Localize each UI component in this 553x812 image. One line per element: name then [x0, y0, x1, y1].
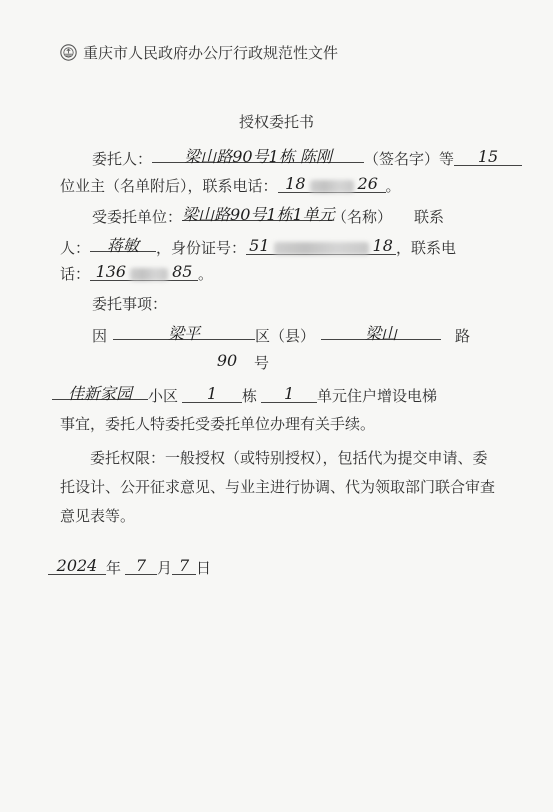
owner-count-field	[454, 149, 522, 166]
period-2: 。	[198, 265, 214, 283]
community-field	[52, 383, 148, 403]
owners-text: 位业主（名单附后），联系电话：	[60, 177, 278, 195]
road-label: 路	[455, 327, 471, 345]
principal-line	[92, 146, 522, 169]
day-value: 7	[178, 556, 190, 575]
period: 。	[385, 177, 401, 195]
location-line	[92, 323, 470, 346]
agent-phone-line	[60, 263, 213, 284]
contact-person-line	[60, 235, 456, 258]
contact-person-field	[90, 235, 156, 255]
redacted-phone	[310, 180, 354, 193]
principal-signature: 梁山路90号1栋 陈刚	[184, 147, 332, 166]
district-label: 区（县）	[255, 327, 316, 345]
agent-name-field	[182, 204, 335, 224]
agent-paren: （名称）	[332, 208, 393, 226]
building-label: 栋	[242, 387, 258, 405]
month-field	[125, 558, 157, 575]
district-name: 梁平	[168, 324, 201, 343]
year-field	[48, 558, 106, 575]
owner-phone-line	[60, 175, 401, 196]
phone-label-cont: 话：	[60, 265, 91, 283]
year-value: 2024	[56, 556, 98, 575]
number-line	[210, 352, 269, 373]
owner-count: 15	[477, 147, 499, 166]
agent-line	[92, 204, 444, 227]
house-number: 90	[216, 351, 238, 370]
id-prefix: 51	[249, 236, 270, 255]
phone-prefix: 18	[285, 174, 306, 193]
agent-phone-suffix: 85	[172, 262, 193, 281]
community-label: 小区	[148, 387, 179, 405]
contact-person-name: 蒋敏	[107, 236, 140, 255]
road-field	[321, 323, 441, 343]
unit-number: 1	[283, 384, 295, 403]
unit-field	[261, 386, 317, 403]
community-line	[52, 383, 437, 406]
principal-phone-field	[278, 176, 386, 193]
month-value: 7	[135, 556, 147, 575]
building-number: 1	[206, 384, 218, 403]
date-line	[48, 557, 211, 578]
phone-suffix: 26	[357, 174, 378, 193]
person-label: 人：	[60, 239, 91, 257]
id-suffix: 18	[372, 236, 393, 255]
principal-paren: （签名字）等	[364, 150, 455, 168]
because-label: 因	[92, 327, 108, 345]
house-number-field	[210, 353, 244, 369]
principal-signature-field	[152, 146, 364, 166]
redacted-id	[274, 242, 369, 255]
day-label: 日	[196, 559, 212, 577]
header-text: 重庆市人民政府办公厅行政规范性文件	[83, 44, 339, 62]
national-emblem-icon	[60, 44, 77, 61]
agent-label: 受委托单位：	[92, 208, 183, 226]
community-name: 佳新家园	[67, 384, 132, 403]
matter-text: 事宜，委托人特委托受委托单位办理有关手续。	[60, 415, 376, 433]
number-label: 号	[254, 354, 270, 372]
year-label: 年	[106, 559, 122, 577]
unit-label: 单元住户增设电梯	[317, 387, 438, 405]
page-title: 授权委托书	[238, 113, 314, 131]
district-field	[113, 323, 255, 343]
road-name: 梁山	[365, 324, 398, 343]
matters-heading: 委托事项：	[92, 295, 168, 313]
month-label: 月	[157, 559, 173, 577]
day-field	[172, 558, 196, 575]
building-field	[182, 386, 242, 403]
document-header	[60, 42, 338, 63]
agent-name: 梁山路90号1栋1单元	[182, 205, 335, 224]
id-label: ，身份证号：	[156, 239, 247, 257]
agent-phone-prefix: 136	[95, 262, 127, 281]
agent-phone-field	[90, 264, 198, 281]
phone-label: ，联系电	[396, 239, 457, 257]
contact-label: 联系	[414, 208, 445, 226]
id-number-field	[246, 238, 396, 255]
principal-label: 委托人：	[92, 150, 153, 168]
authority-paragraph: 委托权限：一般授权（或特别授权），包括代为提交申请、委托设计、公开征求意见、与业主进行协调、代为领取部门联合审查意见表等。	[60, 449, 496, 525]
redacted-agent-phone	[130, 268, 168, 281]
